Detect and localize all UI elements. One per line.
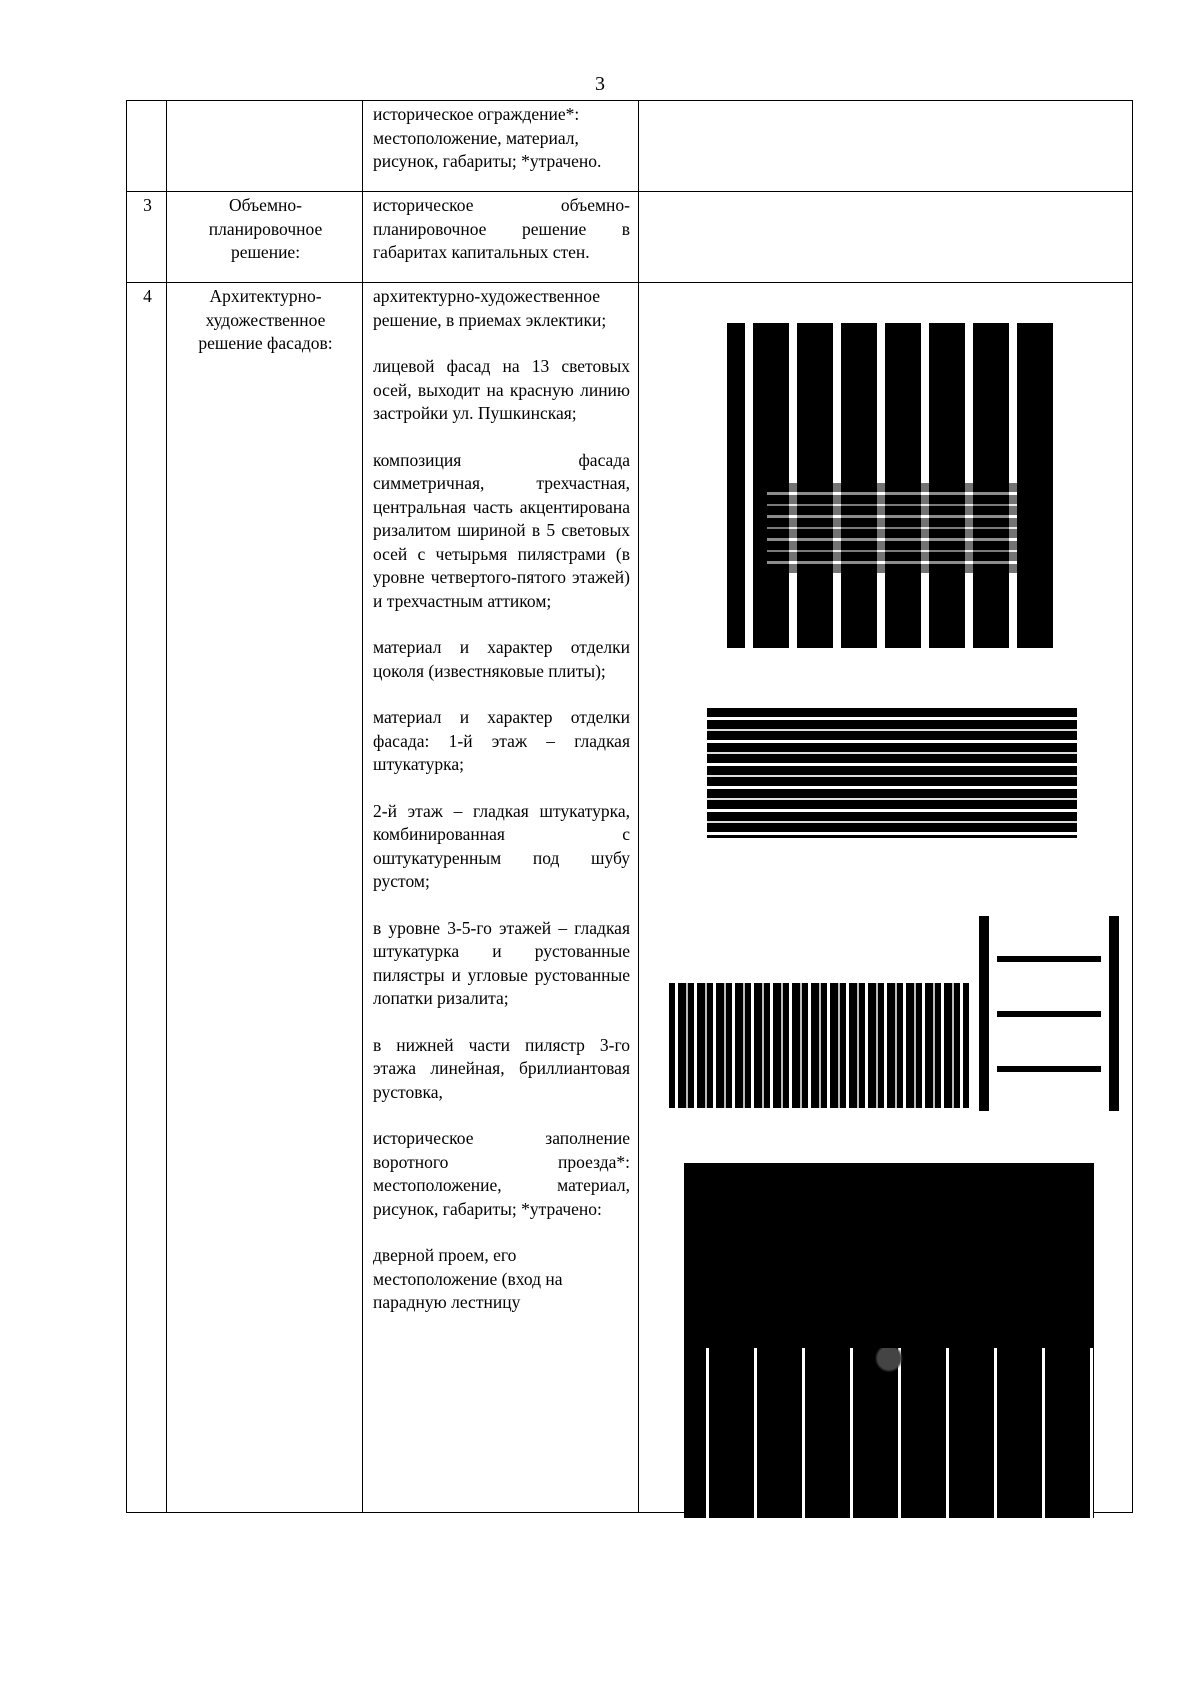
page-number: 3 bbox=[595, 73, 605, 95]
row-photo-cell bbox=[639, 283, 1133, 1513]
row-name: Архитектурно-художественное решение фасадов: bbox=[167, 283, 363, 1513]
table-row bbox=[127, 283, 1133, 1513]
row-number bbox=[127, 101, 167, 192]
description-paragraph: в уровне 3-5-го этажей – гладкая штукатурка и рустованные пилястры и угловые рустованные лопатки ризалита; bbox=[373, 917, 630, 1008]
plinth-photo bbox=[707, 708, 1077, 838]
pilaster-detail-photo bbox=[979, 916, 1119, 1111]
description-paragraph: лицевой фасад на 13 световых осей, выходит на красную линию застройки ул. Пушкинская; bbox=[373, 356, 630, 423]
description-paragraph: материал и характер отделки цоколя (известняковые плиты); bbox=[373, 637, 630, 681]
row-name bbox=[167, 101, 363, 192]
description-paragraph: историческое ограждение*: местоположение, материал, рисунок, габариты; *утрачено. bbox=[373, 104, 602, 171]
rustication-photo bbox=[669, 983, 969, 1108]
description-paragraph: дверной проем, его местоположение (вход на парадную лестницу bbox=[373, 1245, 563, 1312]
row-name: Объемно-планировочное решение: bbox=[167, 192, 363, 283]
description-paragraph: историческое заполнение воротного проезда*: местоположение, материал, рисунок, габариты; *утрачено: bbox=[373, 1128, 630, 1219]
row-number: 4 bbox=[127, 283, 167, 1513]
description-paragraph: архитектурно-художественное решение, в приемах эклектики; bbox=[373, 286, 607, 330]
description-paragraph: 2-й этаж – гладкая штукатурка, комбинированная с оштукатуренным под шубу рустом; bbox=[373, 800, 630, 891]
row-photo-cell bbox=[639, 192, 1133, 283]
table-row bbox=[127, 192, 1133, 283]
table-row bbox=[127, 101, 1133, 192]
gate-photo bbox=[684, 1163, 1094, 1518]
description-paragraph: историческое объемно-планировочное решение в габаритах капитальных стен. bbox=[373, 195, 630, 262]
row-description bbox=[363, 101, 639, 192]
description-paragraph: композиция фасада симметричная, трехчастная, центральная часть акцентирована ризалитом шириной в 5 световых осей с четырьмя пилястрами (в уровне четвертого-пятого этажей) и трехчастным аттиком; bbox=[373, 449, 630, 611]
row-description bbox=[363, 283, 639, 1513]
object-subject-table bbox=[126, 100, 1133, 1513]
description-paragraph: в нижней части пилястр 3-го этажа линейная, бриллиантовая рустовка, bbox=[373, 1034, 630, 1102]
description-paragraph: материал и характер отделки фасада: 1-й этаж – гладкая штукатурка; bbox=[373, 707, 630, 774]
row-description bbox=[363, 192, 639, 283]
row-number: 3 bbox=[127, 192, 167, 283]
facade-photo bbox=[727, 323, 1057, 648]
row-photo-cell bbox=[639, 101, 1133, 192]
